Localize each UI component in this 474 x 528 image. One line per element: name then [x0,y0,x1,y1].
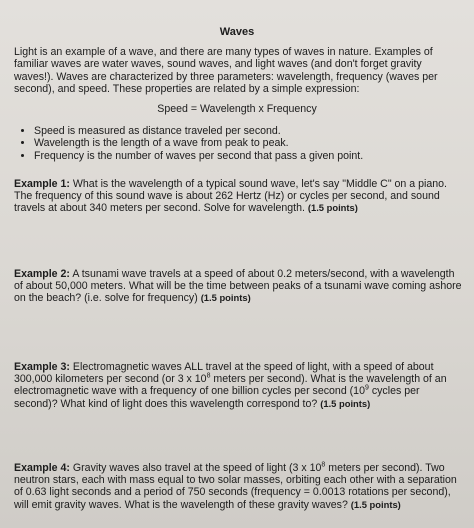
example-4-text-b: meters per second). Two neutron stars, each with mass equal to two solar masses, orbiting each other with a separation of 0.63 light seconds and a period of 750 seconds (frequency = 0.0013 rotations per second), will emit gravity waves. What is the wavelength of these gravity waves? [14,462,457,511]
definition-list [14,125,460,162]
example-1-points: (1.5 points) [307,202,358,214]
page-title: Waves [219,26,255,38]
example-1-text: What is the wavelength of a typical sound wave, let's say "Middle C" on a piano. The frequency of this sound wave is about 262 Hertz (Hz) or cycles per second, and sound travels at about 340 meters per second. Solve for wavelength. [14,178,447,215]
example-4-label: Example 4 [14,462,67,474]
intro-paragraph [14,46,460,95]
example-1-label: Example 1 [14,178,67,190]
definition-wavelength: • Wavelength is the length of a wave from peak to peak. [34,137,460,149]
example-4: Example 4: Gravity waves also travel at the speed of light (3 x $10^8$ meters per second). Two neutron stars, each with mass equal to two solar masses, orbiting each other with a separation of 0.63 light seconds and a period of 750 seconds (frequency = 0.0013 rotations per second), will emit gravity waves. What is the wavelength of these gravity waves? (1.5 points) [14,461,457,511]
example-3-text-a: Electromagnetic waves ALL travel at the speed of light, with a speed of about 300,000 kilometers per second (or 3 x 10 [14,361,434,386]
definition-speed: • Speed is measured as distance traveled per second. [34,125,460,137]
example-3-exponent-b: 9 [364,384,369,392]
example-2-label: Example 2 [14,268,67,280]
example-2-points: (1.5 points) [200,292,251,304]
example-3-text-c: cycles per second)? What kind of light does this wavelength correspond to? [14,385,420,410]
intro-text: Light is an example of a wave, and there are many types of waves in nature. Examples of familiar waves are water waves, sound waves, and light waves (and don't forget gravity waves!). Waves are characterized by three parameters: wavelength, frequency (waves per second), and speed. These properties are related by a simple expression: [14,46,438,95]
wave-formula: Speed = Wavelength x Frequency [157,103,317,116]
example-4-exponent-a: 8 [321,461,326,469]
example-3-text-b: meters per second). What is the wavelength of an electromagnetic wave with a frequency of one billion cycles per second (10 [14,373,447,398]
example-3-exponent-a: 8 [206,372,211,380]
example-3: Example 3: Electromagnetic waves ALL travel at the speed of light, with a speed of about 300,000 kilometers per second (or 3 x $10^8$ meters per second). What is the wavelength of an electromagnetic wave with a frequency of one billion cycles per second ($10^9$ cycles per second)? What kind of light does this wavelength correspond to? (1.5 points) [14,361,447,410]
example-2: Example 2: A tsunami wave travels at a speed of about 0.2 meters/second, with a wavelength of about 50,000 meters. What will be the time between peaks of a tsunami wave coming ashore on the beach? (i.e. solve for frequency) (1.5 points) [14,268,462,305]
definition-frequency: • Frequency is the number of waves per second that pass a given point. [34,150,460,162]
example-3-label: Example 3 [14,361,67,373]
example-4-text-a: Gravity waves also travel at the speed of light (3 x 10 [72,462,322,474]
example-4-points: (1.5 points) [350,498,401,510]
example-2-text: A tsunami wave travels at a speed of about 0.2 meters/second, with a wavelength of about 50,000 meters. What will be the time between peaks of a tsunami wave coming ashore on the beach? (i.e. solve for frequency) [14,268,462,305]
example-3-points: (1.5 points) [320,397,371,409]
example-1: Example 1: What is the wavelength of a typical sound wave, let's say "Middle C" on a piano. The frequency of this sound wave is about 262 Hertz (Hz) or cycles per second, and sound travels at about 340 meters per second. Solve for wavelength. (1.5 points) [14,178,447,215]
